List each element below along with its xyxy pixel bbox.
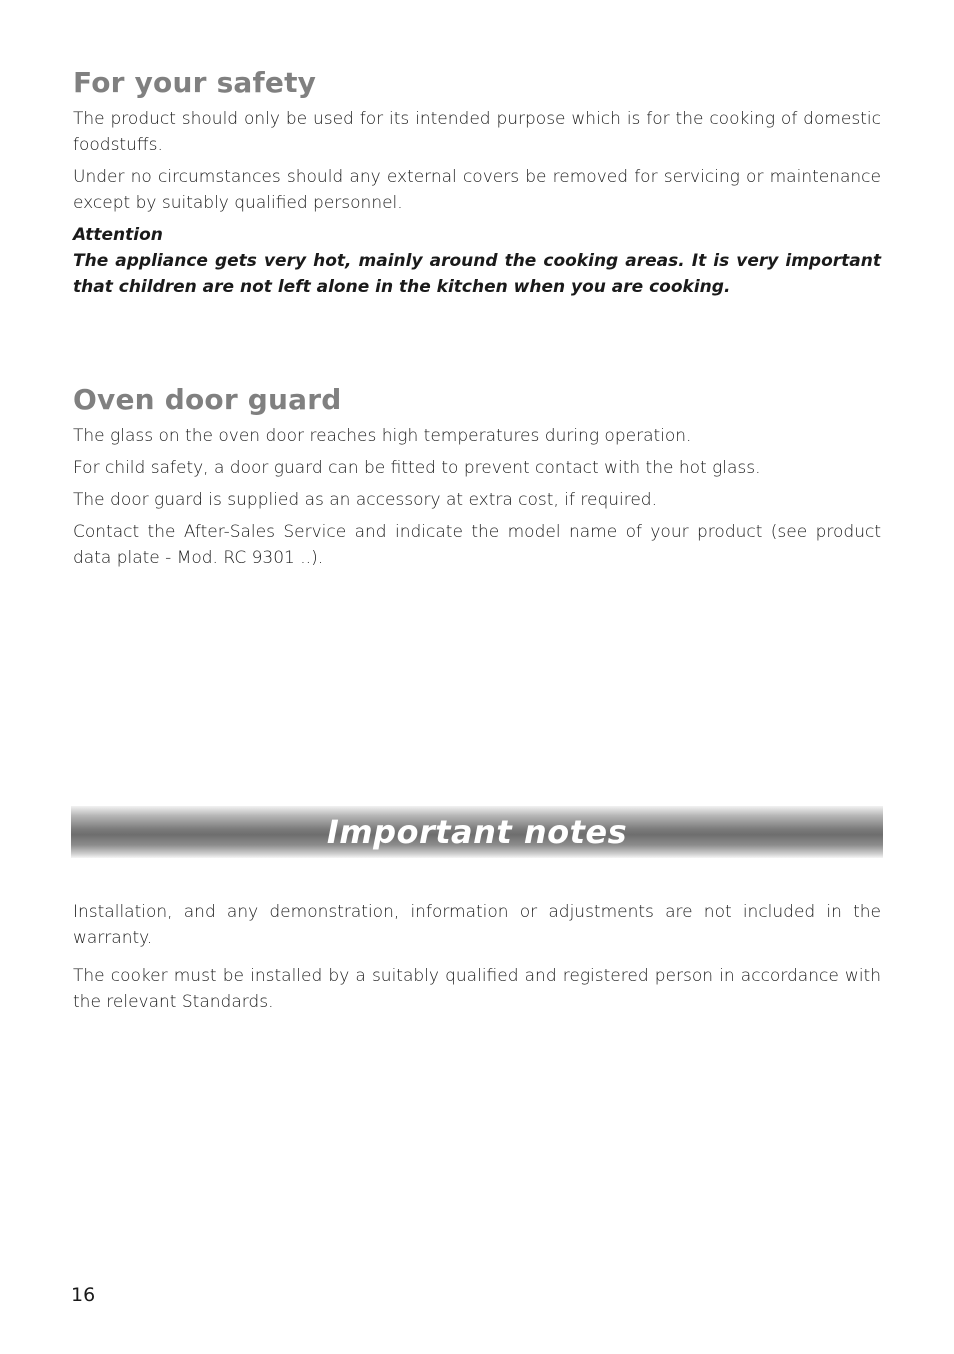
attention-heading: Attention — [73, 225, 163, 245]
important-notes-banner — [71, 806, 883, 858]
safety-section — [73, 66, 881, 300]
safety-paragraph-2: Under no circumstances should any external covers be removed for servicing or maintenance except by suitably qualified personnel. — [73, 167, 881, 213]
door-guard-paragraph-3: The door guard is supplied as an accessory at extra cost, if required. — [73, 490, 658, 510]
page-number: 16 — [71, 1284, 96, 1306]
door-guard-paragraph-4: Contact the After-Sales Service and indicate the model name of your product (see product data plate - Mod. RC 9301 ..). — [73, 522, 881, 568]
door-guard-paragraph-2: For child safety, a door guard can be fitted to prevent contact with the hot glass. — [73, 458, 761, 478]
important-notes-heading: Important notes — [326, 813, 628, 851]
notes-paragraph-2: The cooker must be installed by a suitably qualified and registered person in accordance with the relevant Standards. — [73, 966, 881, 1012]
safety-paragraph-1: The product should only be used for its intended purpose which is for the cooking of domestic foodstuffs. — [73, 109, 881, 155]
door-guard-heading: Oven door guard — [73, 383, 342, 416]
attention-text: The appliance gets very hot, mainly around the cooking areas. It is very important that children are not left alone in the kitchen when you are cooking. — [73, 251, 881, 297]
safety-heading: For your safety — [73, 66, 317, 99]
notes-paragraph-1: Installation, and any demonstration, information or adjustments are not included in the warranty. — [73, 902, 881, 948]
important-notes-section — [73, 899, 881, 1015]
door-guard-paragraph-1: The glass on the oven door reaches high temperatures during operation. — [73, 426, 692, 446]
door-guard-section — [73, 383, 881, 571]
